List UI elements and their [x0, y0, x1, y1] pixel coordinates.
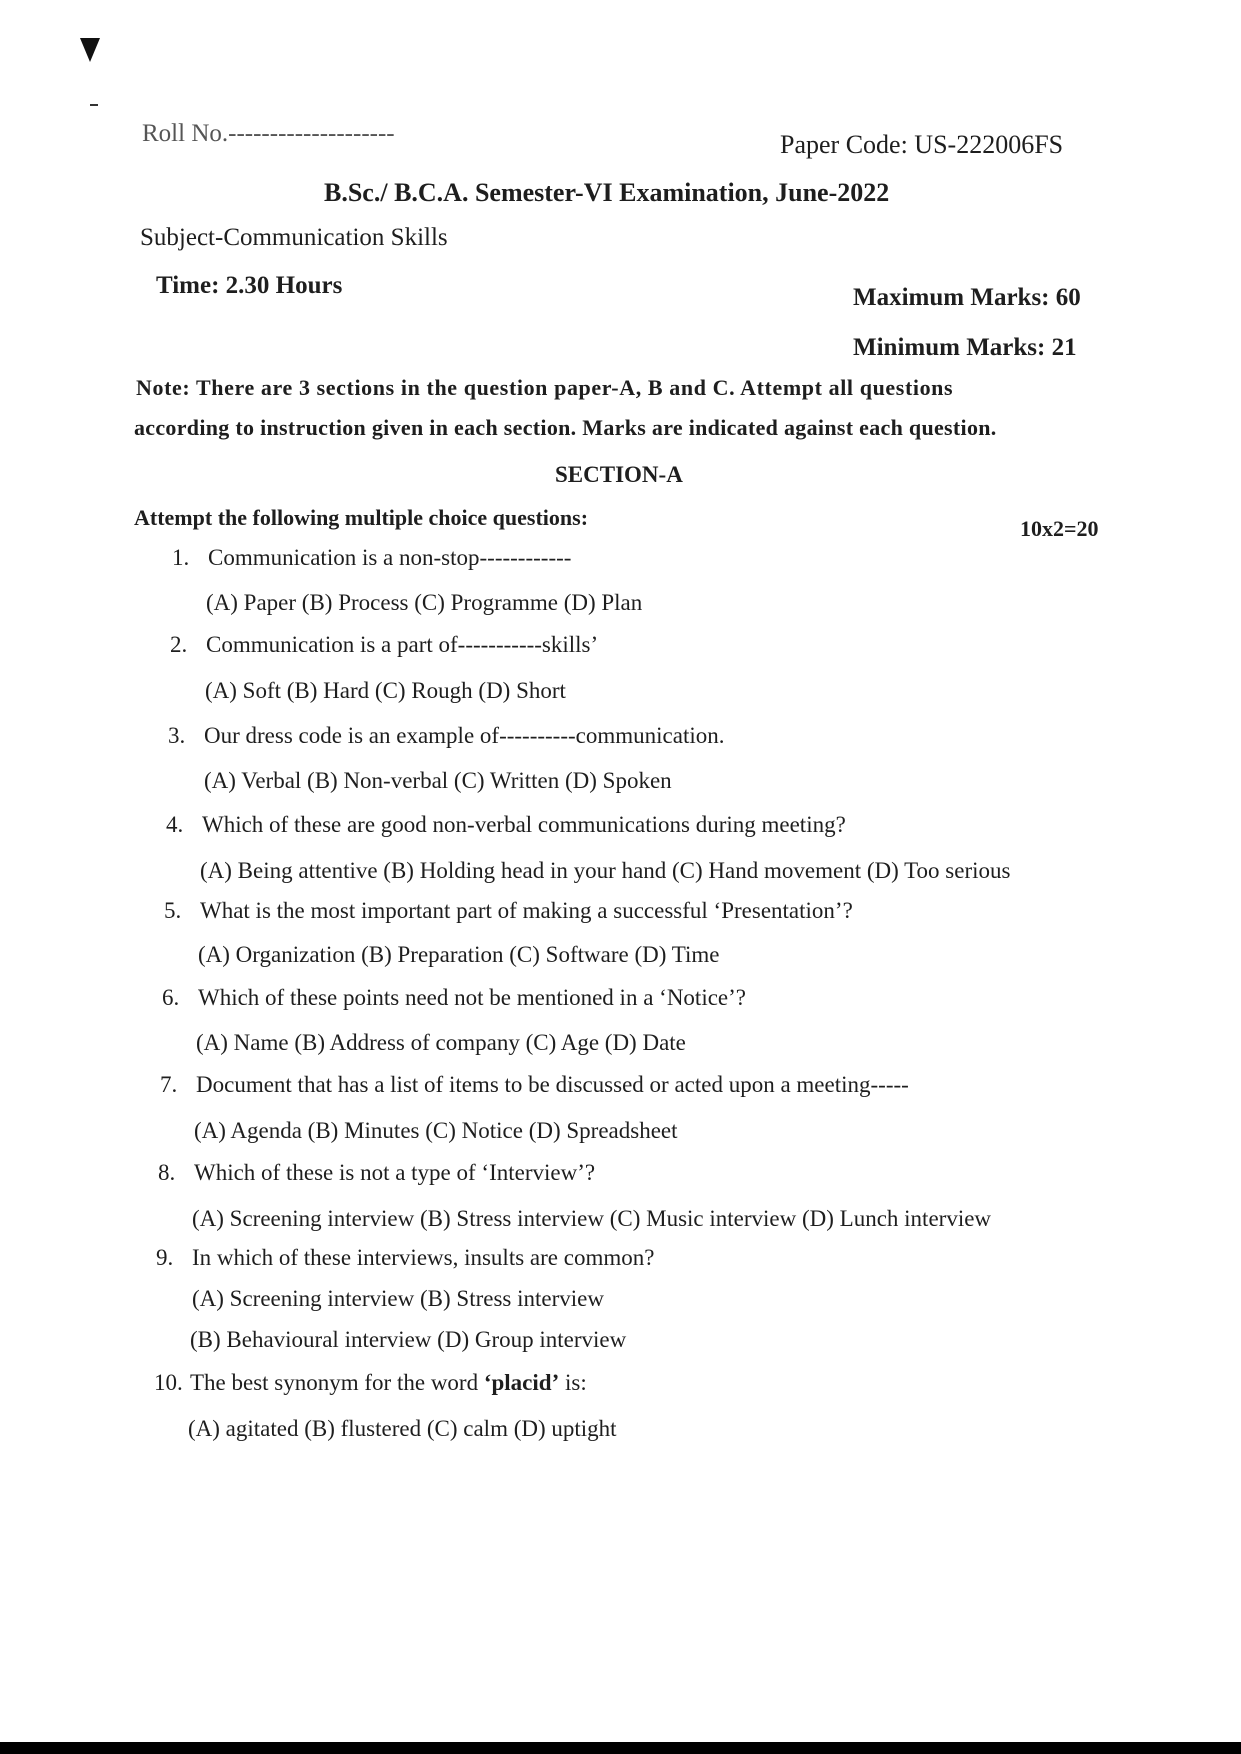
question-6: 6. Which of these points need not be mentioned in a ‘Notice’?: [162, 985, 746, 1010]
paper-code: Paper Code: US-222006FS: [780, 130, 1064, 159]
question-4-options: (A) Being attentive (B) Holding head in your hand (C) Hand movement (D) Too serious: [200, 858, 1011, 883]
question-2-options: (A) Soft (B) Hard (C) Rough (D) Short: [205, 678, 566, 703]
question-3: 3. Our dress code is an example of----------communication.: [168, 723, 725, 748]
section-instruction: Attempt the following multiple choice questions:: [134, 505, 589, 530]
minimum-marks: Minimum Marks: 21: [853, 334, 1077, 361]
question-7: 7. Document that has a list of items to be discussed or acted upon a meeting-----: [160, 1072, 909, 1097]
question-1-options: (A) Paper (B) Process (C) Programme (D) Plan: [206, 590, 643, 615]
section-marks: 10x2=20: [1020, 516, 1099, 541]
scan-speck: [90, 104, 98, 106]
question-8: 8. Which of these is not a type of ‘Interview’?: [158, 1160, 596, 1185]
exam-title: B.Sc./ B.C.A. Semester-VI Examination, June-2022: [324, 178, 890, 207]
section-title: SECTION-A: [555, 462, 683, 487]
question-3-options: (A) Verbal (B) Non-verbal (C) Written (D) Spoken: [204, 768, 672, 793]
subject: Subject-Communication Skills: [140, 224, 448, 251]
time-allowed: Time: 2.30 Hours: [156, 272, 343, 299]
question-9-options-2: (B) Behavioural interview (D) Group interview: [190, 1327, 627, 1352]
note-line-1: Note: There are 3 sections in the question paper-A, B and C. Attempt all questions: [136, 375, 954, 400]
question-8-options: (A) Screening interview (B) Stress interview (C) Music interview (D) Lunch interview: [192, 1206, 992, 1231]
roll-number: Roll No.--------------------: [142, 120, 395, 147]
question-6-options: (A) Name (B) Address of company (C) Age (D) Date: [196, 1030, 686, 1055]
question-9: 9. In which of these interviews, insults are common?: [156, 1245, 655, 1270]
question-10: 10. The best synonym for the word ‘placid’ is:: [154, 1370, 587, 1395]
note-line-2: according to instruction given in each section. Marks are indicated against each question.: [134, 415, 997, 440]
question-5-options: (A) Organization (B) Preparation (C) Software (D) Time: [198, 942, 720, 967]
scan-bottom-edge: [0, 1742, 1241, 1754]
question-7-options: (A) Agenda (B) Minutes (C) Notice (D) Spreadsheet: [194, 1118, 678, 1143]
question-1: 1. Communication is a non-stop------------: [172, 545, 572, 570]
question-5: 5. What is the most important part of making a successful ‘Presentation’?: [164, 898, 853, 923]
question-10-options: (A) agitated (B) flustered (C) calm (D) uptight: [188, 1416, 617, 1441]
question-4: 4. Which of these are good non-verbal communications during meeting?: [166, 812, 846, 837]
question-9-options-1: (A) Screening interview (B) Stress interview: [192, 1286, 604, 1311]
question-2: 2. Communication is a part of-----------skills’: [170, 632, 599, 657]
triangle-marker-icon: [80, 38, 100, 62]
maximum-marks: Maximum Marks: 60: [853, 284, 1081, 311]
